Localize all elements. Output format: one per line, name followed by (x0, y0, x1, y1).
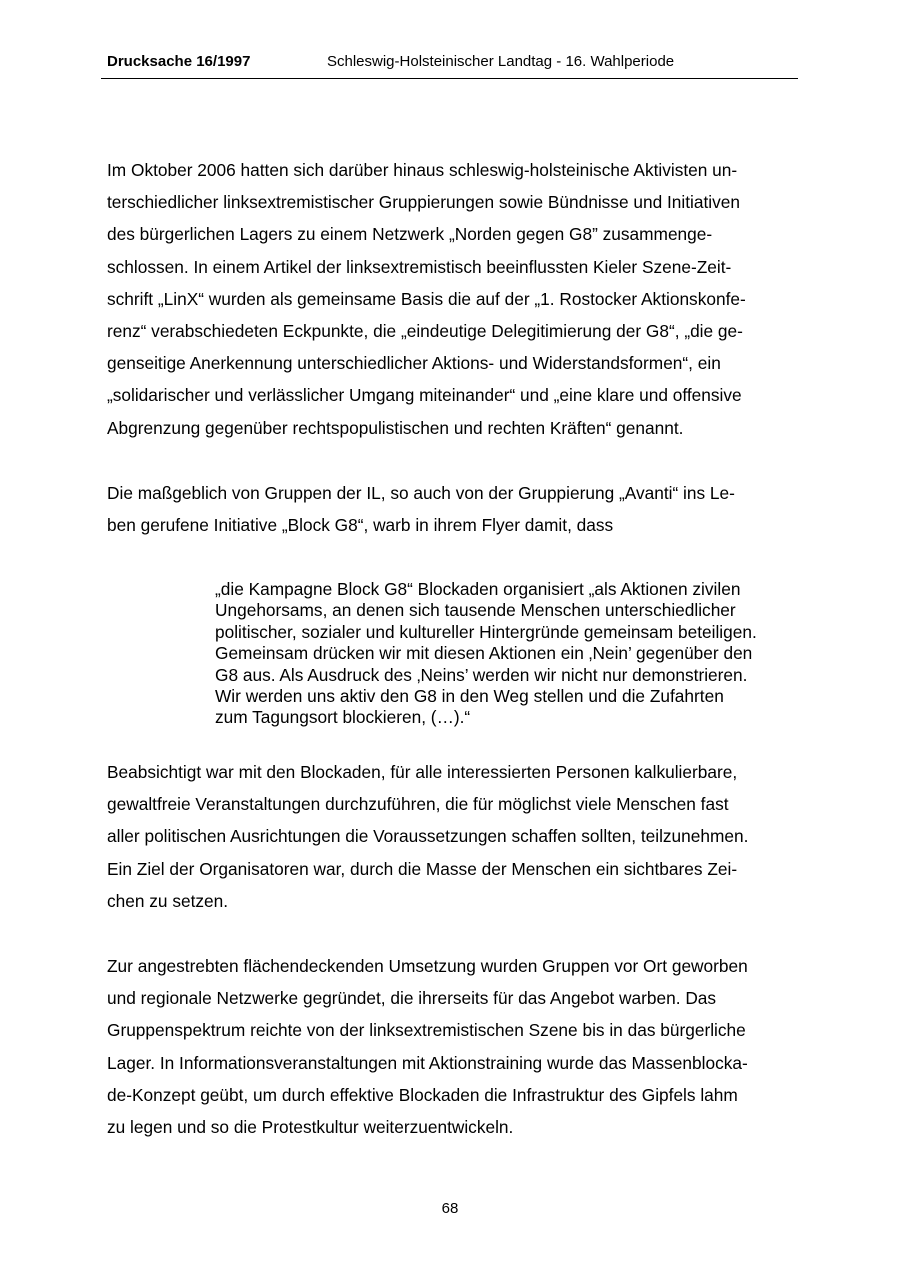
header-title: Schleswig-Holsteinischer Landtag - 16. Wahlperiode (327, 53, 675, 70)
text-line: und regionale Netzwerke gegründet, die ihrerseits für das Angebot warben. Das (107, 988, 717, 1009)
text-line: Gruppenspektrum reichte von der linksextremistischen Szene bis in das bürgerliche (107, 1020, 746, 1041)
text-line: Abgrenzung gegenüber rechtspopulistischen und rechten Kräften“ genannt. (107, 417, 684, 438)
text-line: renz“ verabschiedeten Eckpunkte, die „eindeutige Delegitimierung der G8“, „die ge- (107, 321, 743, 342)
quote-line: Wir werden uns aktiv den G8 in den Weg stellen und die Zufahrten (215, 686, 724, 707)
paragraph-network (107, 154, 807, 444)
text-line: schlossen. In einem Artikel der linksextremistisch beeinflussten Kieler Szene-Zeit- (107, 256, 732, 277)
text-line: de-Konzept geübt, um durch effektive Blockaden die Infrastruktur des Gipfels lahm (107, 1084, 738, 1105)
text-line: Ein Ziel der Organisatoren war, durch die Masse der Menschen ein sichtbares Zei- (107, 858, 738, 879)
text-line: schrift „LinX“ wurden als gemeinsame Basis die auf der „1. Rostocker Aktionskonfe- (107, 288, 746, 309)
paragraph-implementation (107, 950, 807, 1143)
text-line: ben gerufene Initiative „Block G8“, warb in ihrem Flyer damit, dass (107, 515, 614, 536)
page-number: 68 (441, 1200, 459, 1217)
text-line: Lager. In Informationsveranstaltungen mit Aktionstraining wurde das Massenblocka- (107, 1052, 748, 1073)
paragraph-block-g8 (107, 477, 807, 541)
quote-line: G8 aus. Als Ausdruck des ‚Neins’ werden wir nicht nur demonstrieren. (215, 664, 748, 685)
text-line: gewaltfreie Veranstaltungen durchzuführen, die für möglichst viele Menschen fast (107, 794, 729, 815)
text-line: zu legen und so die Protestkultur weiterzuentwickeln. (107, 1117, 514, 1138)
text-line: terschiedlicher linksextremistischer Gruppierungen sowie Bündnisse und Initiativen (107, 192, 741, 213)
text-line: Beabsichtigt war mit den Blockaden, für alle interessierten Personen kalkulierbare, (107, 762, 738, 782)
page-header (101, 52, 798, 79)
quote-line: zum Tagungsort blockieren, (…).“ (215, 707, 471, 728)
text-line: chen zu setzen. (107, 890, 229, 911)
text-line: des bürgerlichen Lagers zu einem Netzwerk „Norden gegen G8” zusammenge- (107, 224, 713, 245)
paragraph-blockades (107, 756, 807, 917)
text-line: „solidarischer und verlässlicher Umgang miteinander“ und „eine klare und offensive (107, 385, 742, 406)
text-line: Zur angestrebten flächendeckenden Umsetzung wurden Gruppen vor Ort geworben (107, 956, 748, 976)
document-number: Drucksache 16/1997 (107, 53, 251, 70)
block-quote (215, 579, 805, 729)
quote-line: politischer, sozialer und kultureller Hintergründe gemeinsam beteiligen. (215, 621, 757, 642)
text-line: Die maßgeblich von Gruppen der IL, so auch von der Gruppierung „Avanti“ ins Le- (107, 483, 735, 503)
quote-line: Gemeinsam drücken wir mit diesen Aktionen ein ‚Nein’ gegenüber den (215, 643, 753, 664)
quote-line: „die Kampagne Block G8“ Blockaden organisiert „als Aktionen zivilen (215, 579, 741, 599)
text-line: Im Oktober 2006 hatten sich darüber hinaus schleswig-holsteinische Aktivisten un- (107, 160, 738, 180)
text-line: aller politischen Ausrichtungen die Voraussetzungen schaffen sollten, teilzunehmen. (107, 826, 749, 847)
quote-line: Ungehorsams, an denen sich tausende Menschen unterschiedlicher (215, 600, 736, 621)
text-line: genseitige Anerkennung unterschiedlicher Aktions- und Widerstandsformen“, ein (107, 353, 721, 374)
